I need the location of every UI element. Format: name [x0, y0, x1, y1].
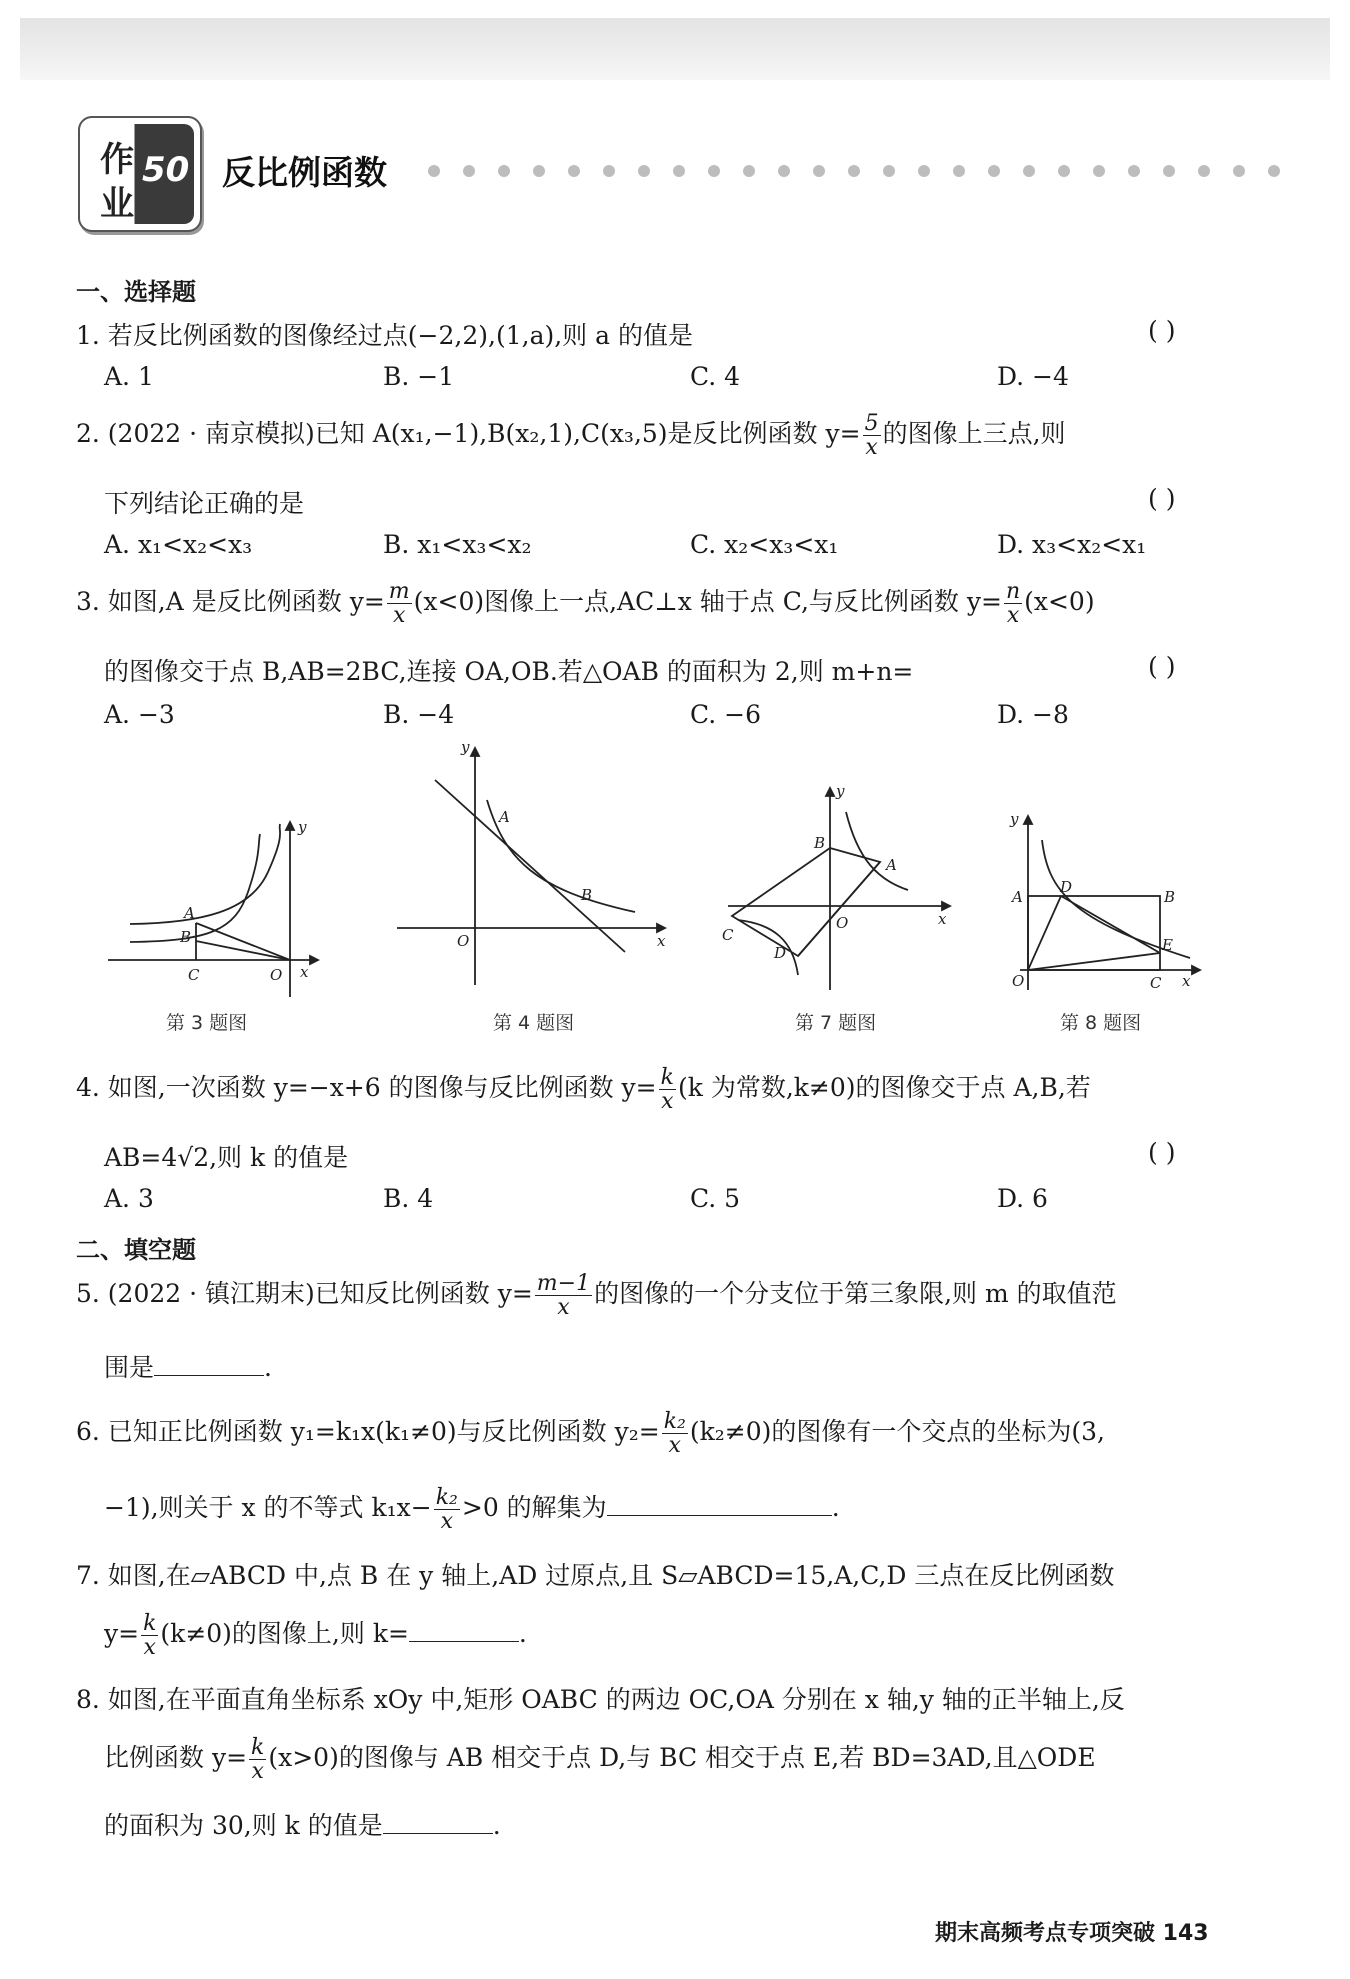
q6-stem-line1: 6. 已知正比例函数 y₁=k₁x(k₁≠0)与反比例函数 y₂= $\frac{\text{k₂}}{x}$ (k₂≠0)的图像有一个交点的坐标为(3, — [76, 1409, 1105, 1459]
q3-option-c: C. −6 — [690, 700, 761, 729]
q4-option-d: D. 6 — [997, 1184, 1048, 1213]
section-choice-heading: 一、选择题 — [76, 278, 196, 306]
q3-stem-line1: 3. 如图,A 是反比例函数 y= $\frac{m}{x}$ (x<0)图像上一点,AC⊥x 轴于点 C,与反比例函数 y= $\frac{n}{x}$ (x<0) — [76, 579, 1095, 629]
fig3-label-a: A — [184, 904, 195, 922]
figure-q4-caption: 第 4 题图 — [493, 1012, 575, 1034]
homework-badge — [78, 116, 202, 232]
fig3-label-c: C — [188, 966, 200, 984]
fig7-label-c: C — [722, 926, 734, 944]
q3-fraction-n: $\frac{n}{x}$ — [1005, 579, 1021, 629]
q3-stem-line2: 的图像交于点 B,AB=2BC,连接 OA,OB.若△OAB 的面积为 2,则 m+n= — [104, 657, 914, 686]
q7-fraction: $\frac{k}{x}$ — [143, 1611, 157, 1661]
fig7-label-a: A — [886, 856, 897, 874]
q5-stem-line2: 围是 . — [104, 1353, 272, 1382]
q4-fraction: $\frac{k}{x}$ — [660, 1065, 674, 1115]
fig4-label-x: x — [657, 932, 666, 950]
q4-stem-line2: AB=4√2,则 k 的值是 — [104, 1143, 349, 1172]
fig7-label-x: x — [938, 910, 947, 928]
figure-q3-caption: 第 3 题图 — [166, 1012, 248, 1034]
fig7-label-b: B — [814, 834, 826, 852]
q2-option-b: B. x₁<x₃<x₂ — [383, 530, 532, 559]
scan-shadow-band — [20, 18, 1330, 80]
dotted-rule — [428, 162, 1323, 176]
q4-option-a: A. 3 — [104, 1184, 154, 1213]
q1-answer-paren: ( ) — [1148, 316, 1176, 345]
q8-stem-line2: 比例函数 y= $\frac{k}{x}$ (x>0)的图像与 AB 相交于点 D,与 BC 相交于点 E,若 BD=3AD,且△ODE — [104, 1735, 1096, 1785]
fig4-label-y: y — [461, 738, 470, 756]
q8-stem-line3: 的面积为 30,则 k 的值是 . — [104, 1811, 501, 1840]
q4-stem-line1: 4. 如图,一次函数 y=−x+6 的图像与反比例函数 y= $\frac{k}{x}$ (k 为常数,k≠0)的图像交于点 A,B,若 — [76, 1065, 1091, 1115]
fig3-label-o: O — [270, 966, 283, 984]
q2-stem-line2: 下列结论正确的是 — [104, 489, 305, 518]
q5-answer-blank[interactable] — [154, 1353, 264, 1376]
figure-q3 — [100, 812, 330, 1006]
q1-option-b: B. −1 — [383, 362, 455, 391]
q1-option-c: C. 4 — [690, 362, 741, 391]
fig7-label-d: D — [774, 944, 787, 962]
topic-title: 反比例函数 — [222, 153, 387, 192]
q8-fraction: $\frac{k}{x}$ — [251, 1735, 265, 1785]
q3-option-b: B. −4 — [383, 700, 455, 729]
q4-answer-paren: ( ) — [1148, 1138, 1176, 1167]
q2-fraction: $\frac{5}{x}$ — [864, 411, 879, 461]
q7-stem-line2: y= $\frac{k}{x}$ (k≠0)的图像上,则 k= . — [104, 1611, 527, 1661]
q3-answer-paren: ( ) — [1148, 652, 1176, 681]
section-fill-heading: 二、填空题 — [76, 1236, 196, 1264]
figure-q7 — [718, 780, 958, 999]
figure-q4 — [395, 740, 685, 1004]
q6-stem-line2: −1),则关于 x 的不等式 k₁x− $\frac{\text{k₂}}{x}$ >0 的解集为 . — [104, 1485, 840, 1535]
badge-char-top: 作 — [100, 140, 134, 180]
q2-stem-line1 — [76, 412, 1066, 459]
q2-pre: 2. (2022 · 南京模拟)已知 A(x₁,−1),B(x₂,1),C(x₃,5)是反比例函数 y= — [76, 419, 861, 449]
q5-fraction: $\frac{m-1}{x}$ — [536, 1271, 591, 1321]
q3-option-a: A. −3 — [104, 700, 175, 729]
fig8-label-a: A — [1012, 888, 1023, 906]
fig4-label-o: O — [457, 932, 470, 950]
fig7-label-o: O — [836, 914, 849, 932]
q7-stem-line1: 7. 如图,在▱ABCD 中,点 B 在 y 轴上,AD 过原点,且 S▱ABCD=15,A,C,D 三点在反比例函数 — [76, 1561, 1115, 1590]
q4-option-c: C. 5 — [690, 1184, 741, 1213]
q8-answer-blank[interactable] — [383, 1811, 493, 1834]
q3-fraction-m: $\frac{m}{x}$ — [388, 579, 410, 629]
fig8-label-y: y — [1010, 810, 1019, 828]
figure-q8 — [1000, 810, 1210, 999]
q2-answer-paren: ( ) — [1148, 484, 1176, 513]
figure-q8-caption: 第 8 题图 — [1060, 1012, 1142, 1034]
q4-option-b: B. 4 — [383, 1184, 434, 1213]
q2-option-a: A. x₁<x₂<x₃ — [104, 530, 253, 559]
badge-char-bottom: 业 — [100, 184, 134, 224]
q1-stem: 1. 若反比例函数的图像经过点(−2,2),(1,a),则 a 的值是 — [76, 321, 693, 350]
fig3-label-x: x — [300, 963, 309, 981]
q3-option-d: D. −8 — [997, 700, 1069, 729]
fig8-label-e: E — [1162, 936, 1173, 954]
fig8-label-d: D — [1060, 878, 1073, 896]
q2-option-d: D. x₃<x₂<x₁ — [997, 530, 1147, 559]
badge-number: 50 — [142, 150, 190, 190]
q8-stem-line1: 8. 如图,在平面直角坐标系 xOy 中,矩形 OABC 的两边 OC,OA 分别在 x 轴,y 轴的正半轴上,反 — [76, 1685, 1125, 1714]
fig8-label-c: C — [1150, 974, 1162, 992]
figure-q7-caption: 第 7 题图 — [795, 1012, 877, 1034]
page-footer: 期末高频考点专项突破 143 — [935, 1921, 1209, 1946]
fig4-label-b: B — [581, 886, 593, 904]
q6-fraction-1: $\frac{\text{k₂}}{x}$ — [663, 1409, 686, 1459]
q6-answer-blank[interactable] — [607, 1493, 832, 1516]
fig8-label-x: x — [1182, 972, 1191, 990]
q6-fraction-2: $\frac{\text{k₂}}{x}$ — [435, 1485, 458, 1535]
fig3-label-y: y — [298, 818, 307, 836]
fig8-label-o: O — [1012, 972, 1025, 990]
fig3-label-b: B — [180, 928, 192, 946]
q7-answer-blank[interactable] — [409, 1619, 519, 1642]
fig7-label-y: y — [836, 782, 845, 800]
q1-option-d: D. −4 — [997, 362, 1069, 391]
q2-post: 的图像上三点,则 — [882, 419, 1066, 449]
q1-option-a: A. 1 — [104, 362, 154, 391]
q2-option-c: C. x₂<x₃<x₁ — [690, 530, 839, 559]
fig8-label-b: B — [1164, 888, 1176, 906]
fig4-label-a: A — [499, 808, 510, 826]
q5-stem-line1: 5. (2022 · 镇江期末)已知反比例函数 y= $\frac{m-1}{x}$ 的图像的一个分支位于第三象限,则 m 的取值范 — [76, 1271, 1117, 1321]
